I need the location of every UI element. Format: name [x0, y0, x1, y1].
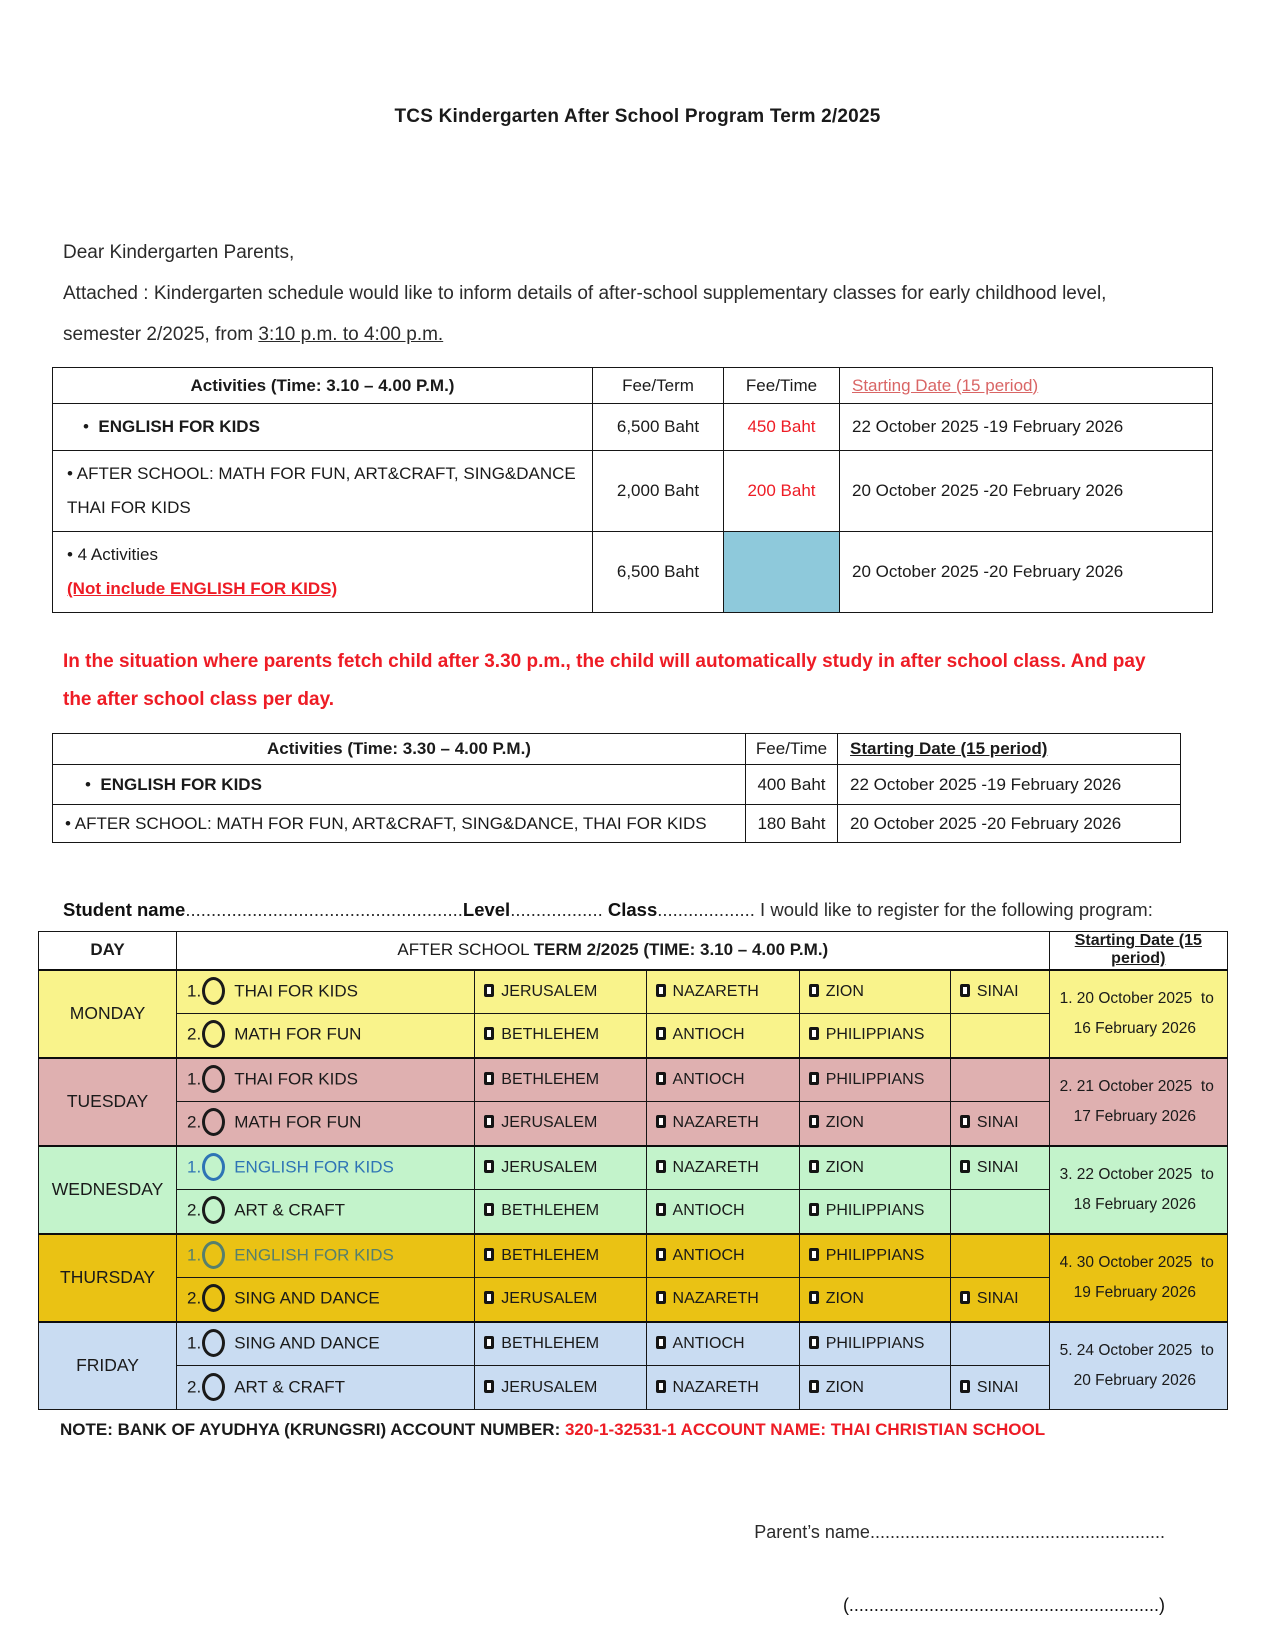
- activity-cell: [53, 451, 593, 532]
- activity-number: 2.: [187, 1288, 202, 1308]
- classroom-option[interactable]: [646, 1102, 799, 1146]
- checkbox-icon[interactable]: [809, 1203, 819, 1216]
- activity-cell: [177, 1058, 475, 1102]
- table-row: [53, 404, 1213, 451]
- classroom-option[interactable]: [475, 970, 646, 1014]
- checkbox-icon[interactable]: [656, 1072, 666, 1085]
- activity-label: ART & CRAFT: [234, 1200, 346, 1220]
- date-line-2: 18 February 2026: [1073, 1195, 1196, 1213]
- classroom-option[interactable]: [646, 1322, 799, 1366]
- table-row: [39, 1322, 1228, 1366]
- intro-line-2-prefix: semester 2/2025, from: [63, 324, 259, 345]
- schedule-col-main: [177, 932, 1050, 970]
- activity-number: 1.: [187, 1157, 202, 1177]
- activity-label: ENGLISH FOR KIDS: [234, 1157, 394, 1177]
- classroom-label: BETHLEHEM: [501, 1070, 600, 1088]
- classroom-label: ZION: [825, 982, 864, 1000]
- student-name-label: Student name: [63, 899, 186, 920]
- checkbox-icon[interactable]: [960, 1160, 970, 1173]
- start-date-cell: [1049, 970, 1227, 1058]
- date-line-2: 16 February 2026: [1073, 1019, 1196, 1037]
- classroom-option[interactable]: [950, 1146, 1049, 1190]
- checkbox-icon[interactable]: [484, 1203, 494, 1216]
- classroom-option[interactable]: [799, 1278, 950, 1322]
- activity-label: MATH FOR FUN: [234, 1024, 362, 1044]
- classroom-label: JERUSALEM: [501, 1378, 598, 1396]
- activity-label: 4 Activities: [72, 545, 158, 564]
- classroom-option[interactable]: [950, 1234, 1049, 1278]
- student-name-field[interactable]: ......................................................: [185, 899, 463, 920]
- warning-line-2: the after school class per day.: [63, 689, 335, 710]
- fees-col-fee-term: Fee/Term: [593, 368, 724, 404]
- checkbox-icon[interactable]: [656, 1291, 666, 1304]
- classroom-option[interactable]: [799, 1102, 950, 1146]
- date-line-2: 17 February 2026: [1073, 1107, 1196, 1125]
- classroom-option[interactable]: [475, 1190, 646, 1234]
- date-line-1: 1. 20 October 2025 to: [1059, 989, 1214, 1007]
- activity-label: THAI FOR KIDS: [234, 981, 358, 1001]
- classroom-option[interactable]: [950, 1322, 1049, 1366]
- classroom-option[interactable]: [475, 1102, 646, 1146]
- classroom-option[interactable]: [475, 1234, 646, 1278]
- classroom-option[interactable]: [950, 1058, 1049, 1102]
- classroom-option[interactable]: [799, 1146, 950, 1190]
- day-label-monday: MONDAY: [39, 970, 177, 1058]
- classroom-label: BETHLEHEM: [501, 1026, 600, 1044]
- classroom-option[interactable]: [646, 1366, 799, 1410]
- bank-note-label: NOTE: BANK OF AYUDHYA (KRUNGSRI) ACCOUNT NUMBER:: [60, 1420, 565, 1439]
- activity-label: SING AND DANCE: [234, 1288, 380, 1308]
- parent-name-label: Parent’s name: [754, 1522, 870, 1542]
- classroom-label: JERUSALEM: [501, 1290, 598, 1308]
- start-date-cell: [1049, 1322, 1227, 1410]
- bullet: •: [83, 417, 89, 436]
- activity-number: 2.: [187, 1112, 202, 1132]
- activity-line-1: [67, 457, 582, 491]
- activity-cell: [53, 765, 746, 805]
- activity-cell: [177, 1234, 475, 1278]
- table-row: [53, 805, 1181, 843]
- classroom-label: NAZARETH: [672, 982, 759, 1000]
- date-line-1: 3. 22 October 2025 to: [1059, 1165, 1214, 1183]
- activity-number: 2.: [187, 1376, 202, 1396]
- level-field[interactable]: ..................: [510, 899, 603, 920]
- classroom-option[interactable]: [646, 1234, 799, 1278]
- fee-term-value: 2,000 Baht: [593, 451, 724, 532]
- classroom-option[interactable]: [950, 1102, 1049, 1146]
- classroom-option[interactable]: [950, 970, 1049, 1014]
- table-row: [53, 765, 1181, 805]
- date-line-2: 20 February 2026: [1073, 1371, 1196, 1389]
- radio-circle-icon[interactable]: [202, 977, 225, 1005]
- checkbox-icon[interactable]: [484, 1027, 494, 1040]
- activity-cell: [177, 970, 475, 1014]
- radio-circle-icon[interactable]: [202, 1284, 225, 1312]
- classroom-label: ANTIOCH: [672, 1246, 745, 1264]
- fees-col-fee-time: Fee/Time: [724, 368, 840, 404]
- checkbox-icon[interactable]: [809, 1027, 819, 1040]
- schedule-col-day: DAY: [39, 932, 177, 970]
- signature-field[interactable]: (..............................................................): [842, 1595, 1165, 1615]
- page-title: TCS Kindergarten After School Program Term 2/2025: [394, 106, 881, 127]
- activity-cell: [177, 1190, 475, 1234]
- weekly-schedule-table: [38, 931, 1228, 1410]
- daily-fee-table: [52, 733, 1181, 843]
- classroom-label: ZION: [825, 1378, 864, 1396]
- classroom-option[interactable]: [799, 1322, 950, 1366]
- classroom-label: BETHLEHEM: [501, 1334, 600, 1352]
- checkbox-icon[interactable]: [484, 1336, 494, 1349]
- activity-label: ENGLISH FOR KIDS: [98, 417, 260, 436]
- radio-circle-icon[interactable]: [202, 1108, 225, 1136]
- checkbox-icon[interactable]: [809, 1115, 819, 1128]
- fees-col-start-date: Starting Date (15 period): [840, 368, 1213, 404]
- classroom-label: PHILIPPIANS: [825, 1246, 925, 1264]
- activity-label: ENGLISH FOR KIDS: [234, 1245, 394, 1265]
- fee-term-value: 6,500 Baht: [593, 532, 724, 613]
- classroom-option[interactable]: [475, 1146, 646, 1190]
- checkbox-icon[interactable]: [809, 984, 819, 997]
- radio-circle-icon[interactable]: [202, 1373, 225, 1401]
- activity-label: MATH FOR FUN: [234, 1112, 362, 1132]
- registration-tail-text: I would like to register for the following program:: [754, 899, 1153, 920]
- checkbox-icon[interactable]: [484, 1072, 494, 1085]
- classroom-option[interactable]: [799, 1014, 950, 1058]
- classroom-option[interactable]: [475, 1014, 646, 1058]
- checkbox-icon[interactable]: [960, 1115, 970, 1128]
- classroom-label: NAZARETH: [672, 1158, 759, 1176]
- checkbox-icon[interactable]: [656, 984, 666, 997]
- radio-circle-icon[interactable]: [202, 1020, 225, 1048]
- classroom-option[interactable]: [799, 1058, 950, 1102]
- classroom-label: BETHLEHEM: [501, 1202, 600, 1220]
- checkbox-icon[interactable]: [656, 1160, 666, 1173]
- classroom-option[interactable]: [475, 1058, 646, 1102]
- classroom-label: NAZARETH: [672, 1114, 759, 1132]
- table-row: [39, 1146, 1228, 1190]
- day-label-thursday: THURSDAY: [39, 1234, 177, 1322]
- checkbox-icon[interactable]: [809, 1380, 819, 1393]
- date-line-1: 2. 21 October 2025 to: [1059, 1077, 1214, 1095]
- bullet: •: [85, 774, 91, 794]
- classroom-option[interactable]: [799, 1366, 950, 1410]
- parent-signature-line[interactable]: [0, 1595, 1275, 1616]
- start-date-value: 22 October 2025 -19 February 2026: [838, 765, 1181, 805]
- classroom-label: NAZARETH: [672, 1378, 759, 1396]
- parent-name-line: [0, 1522, 1275, 1543]
- bank-note: [60, 1420, 1275, 1440]
- checkbox-icon[interactable]: [809, 1336, 819, 1349]
- classroom-option[interactable]: [950, 1366, 1049, 1410]
- classroom-option[interactable]: [646, 1014, 799, 1058]
- activity-label: ART & CRAFT: [234, 1376, 346, 1396]
- fees-col-activities: Activities (Time: 3.10 – 4.00 P.M.): [53, 368, 593, 404]
- classroom-label: JERUSALEM: [501, 1158, 598, 1176]
- activity-label: THAI FOR KIDS: [234, 1069, 358, 1089]
- classroom-label: SINAI: [976, 982, 1019, 1000]
- activity-cell: [177, 1322, 475, 1366]
- fee-time-value: 200 Baht: [724, 451, 840, 532]
- checkbox-icon[interactable]: [809, 1072, 819, 1085]
- classroom-option[interactable]: [475, 1322, 646, 1366]
- greeting-line: Dear Kindergarten Parents,: [63, 242, 295, 263]
- classroom-label: SINAI: [976, 1114, 1019, 1132]
- radio-circle-icon[interactable]: [202, 1153, 225, 1181]
- classroom-option[interactable]: [646, 1278, 799, 1322]
- class-label: Class: [602, 899, 658, 920]
- classroom-label: ZION: [825, 1158, 864, 1176]
- classroom-option[interactable]: [950, 1278, 1049, 1322]
- classroom-label: JERUSALEM: [501, 1114, 598, 1132]
- table-row: [53, 451, 1213, 532]
- day-label-friday: FRIDAY: [39, 1322, 177, 1410]
- bullet: •: [65, 813, 71, 833]
- classroom-label: PHILIPPIANS: [825, 1202, 925, 1220]
- activity-cell: [177, 1366, 475, 1410]
- schedule-header-regular: AFTER SCHOOL: [397, 940, 534, 960]
- checkbox-icon[interactable]: [809, 1248, 819, 1261]
- daily-col-fee-time: Fee/Time: [746, 734, 838, 765]
- bullet: •: [67, 545, 73, 564]
- date-line-2: 19 February 2026: [1073, 1283, 1196, 1301]
- classroom-label: JERUSALEM: [501, 982, 598, 1000]
- checkbox-icon[interactable]: [809, 1291, 819, 1304]
- classroom-option[interactable]: [475, 1366, 646, 1410]
- start-date-cell: [1049, 1058, 1227, 1146]
- checkbox-icon[interactable]: [809, 1160, 819, 1173]
- classroom-option[interactable]: [950, 1190, 1049, 1234]
- fee-time-blank-cell: [724, 532, 840, 613]
- activity-number: 2.: [187, 1200, 202, 1220]
- fee-time-value: 400 Baht: [746, 765, 838, 805]
- checkbox-icon[interactable]: [484, 1291, 494, 1304]
- classroom-option[interactable]: [799, 1190, 950, 1234]
- classroom-option[interactable]: [799, 970, 950, 1014]
- late-pickup-warning: [63, 643, 1212, 719]
- classroom-option[interactable]: [646, 1058, 799, 1102]
- activity-line-1: [67, 538, 582, 572]
- activity-exclusion-note: (Not include ENGLISH FOR KIDS): [67, 579, 338, 598]
- table-row: [39, 1058, 1228, 1102]
- registration-line: [63, 899, 1275, 921]
- class-field[interactable]: ...................: [657, 899, 755, 920]
- classroom-label: NAZARETH: [672, 1290, 759, 1308]
- start-date-value: 22 October 2025 -19 February 2026: [840, 404, 1213, 451]
- classroom-label: SINAI: [976, 1158, 1019, 1176]
- classroom-label: SINAI: [976, 1378, 1019, 1396]
- checkbox-icon[interactable]: [484, 1380, 494, 1393]
- classroom-label: PHILIPPIANS: [825, 1026, 925, 1044]
- classroom-option[interactable]: [646, 970, 799, 1014]
- activity-cell: [53, 404, 593, 451]
- classroom-label: ANTIOCH: [672, 1334, 745, 1352]
- start-date-value: 20 October 2025 -20 February 2026: [840, 532, 1213, 613]
- activity-label: SING AND DANCE: [234, 1333, 380, 1353]
- day-label-wednesday: WEDNESDAY: [39, 1146, 177, 1234]
- activity-number: 2.: [187, 1024, 202, 1044]
- intro-paragraph: [63, 232, 1212, 355]
- checkbox-icon[interactable]: [960, 1291, 970, 1304]
- classroom-label: ZION: [825, 1290, 864, 1308]
- classroom-label: ANTIOCH: [672, 1202, 745, 1220]
- checkbox-icon[interactable]: [960, 984, 970, 997]
- parent-name-field[interactable]: ...........................................................: [869, 1522, 1165, 1542]
- fee-time-value: 450 Baht: [724, 404, 840, 451]
- checkbox-icon[interactable]: [484, 984, 494, 997]
- fee-term-value: 6,500 Baht: [593, 404, 724, 451]
- checkbox-icon[interactable]: [484, 1115, 494, 1128]
- activity-label: ENGLISH FOR KIDS: [100, 774, 262, 794]
- fee-time-value: 180 Baht: [746, 805, 838, 843]
- fees-table: [52, 367, 1213, 613]
- day-label-tuesday: TUESDAY: [39, 1058, 177, 1146]
- classroom-label: PHILIPPIANS: [825, 1070, 925, 1088]
- activity-number: 1.: [187, 1245, 202, 1265]
- bullet: •: [67, 464, 73, 483]
- activity-cell: [177, 1102, 475, 1146]
- classroom-option[interactable]: [646, 1146, 799, 1190]
- activity-label: AFTER SCHOOL: MATH FOR FUN, ART&CRAFT, SING&DANCE: [72, 464, 576, 483]
- checkbox-icon[interactable]: [484, 1248, 494, 1261]
- checkbox-icon[interactable]: [656, 1380, 666, 1393]
- table-row: [39, 1234, 1228, 1278]
- radio-circle-icon[interactable]: [202, 1329, 225, 1357]
- activity-cell: [53, 805, 746, 843]
- activity-number: 1.: [187, 1069, 202, 1089]
- bank-account-details: 320-1-32531-1 ACCOUNT NAME: THAI CHRISTIAN SCHOOL: [564, 1420, 1046, 1439]
- start-date-value: 20 October 2025 -20 February 2026: [838, 805, 1181, 843]
- activity-label: AFTER SCHOOL: MATH FOR FUN, ART&CRAFT, SING&DANCE, THAI FOR KIDS: [70, 813, 707, 833]
- start-date-value: 20 October 2025 -20 February 2026: [840, 451, 1213, 532]
- classroom-label: BETHLEHEM: [501, 1246, 600, 1264]
- activity-number: 1.: [187, 981, 202, 1001]
- intro-time-range: 3:10 p.m. to 4:00 p.m.: [258, 324, 444, 345]
- activity-cell: [53, 532, 593, 613]
- activity-cell: [177, 1014, 475, 1058]
- radio-circle-icon[interactable]: [202, 1241, 225, 1269]
- classroom-option[interactable]: [950, 1014, 1049, 1058]
- start-date-cell: [1049, 1146, 1227, 1234]
- start-date-cell: [1049, 1234, 1227, 1322]
- level-label: Level: [462, 899, 511, 920]
- schedule-col-start-date: Starting Date (15 period): [1049, 932, 1227, 970]
- classroom-label: ANTIOCH: [672, 1070, 745, 1088]
- classroom-option[interactable]: [799, 1234, 950, 1278]
- activity-number: 1.: [187, 1333, 202, 1353]
- checkbox-icon[interactable]: [484, 1160, 494, 1173]
- warning-line-1: In the situation where parents fetch child after 3.30 p.m., the child will automatically study in after school class. And pay: [63, 651, 1146, 672]
- classroom-label: PHILIPPIANS: [825, 1334, 925, 1352]
- activity-line-2: THAI FOR KIDS: [67, 498, 191, 517]
- table-row: [53, 532, 1213, 613]
- classroom-label: SINAI: [976, 1290, 1019, 1308]
- classroom-label: ANTIOCH: [672, 1026, 745, 1044]
- classroom-option[interactable]: [475, 1278, 646, 1322]
- activity-cell: [177, 1278, 475, 1322]
- checkbox-icon[interactable]: [960, 1380, 970, 1393]
- checkbox-icon[interactable]: [656, 1248, 666, 1261]
- daily-col-start-date: Starting Date (15 period): [838, 734, 1181, 765]
- classroom-label: ZION: [825, 1114, 864, 1132]
- table-row: [39, 970, 1228, 1014]
- intro-line-2: [63, 314, 1212, 355]
- checkbox-icon[interactable]: [656, 1203, 666, 1216]
- classroom-option[interactable]: [646, 1190, 799, 1234]
- date-line-1: 5. 24 October 2025 to: [1059, 1341, 1214, 1359]
- radio-circle-icon[interactable]: [202, 1196, 225, 1224]
- activity-cell: [177, 1146, 475, 1190]
- intro-line-1: Attached : Kindergarten schedule would like to inform details of after-school supplementary classes for early childhood level,: [63, 283, 1107, 304]
- schedule-header-bold: TERM 2/2025 (TIME: 3.10 – 4.00 P.M.): [533, 940, 829, 960]
- daily-col-activities: Activities (Time: 3.30 – 4.00 P.M.): [53, 734, 746, 765]
- checkbox-icon[interactable]: [656, 1115, 666, 1128]
- date-line-1: 4. 30 October 2025 to: [1059, 1253, 1214, 1271]
- radio-circle-icon[interactable]: [202, 1065, 225, 1093]
- checkbox-icon[interactable]: [656, 1027, 666, 1040]
- checkbox-icon[interactable]: [656, 1336, 666, 1349]
